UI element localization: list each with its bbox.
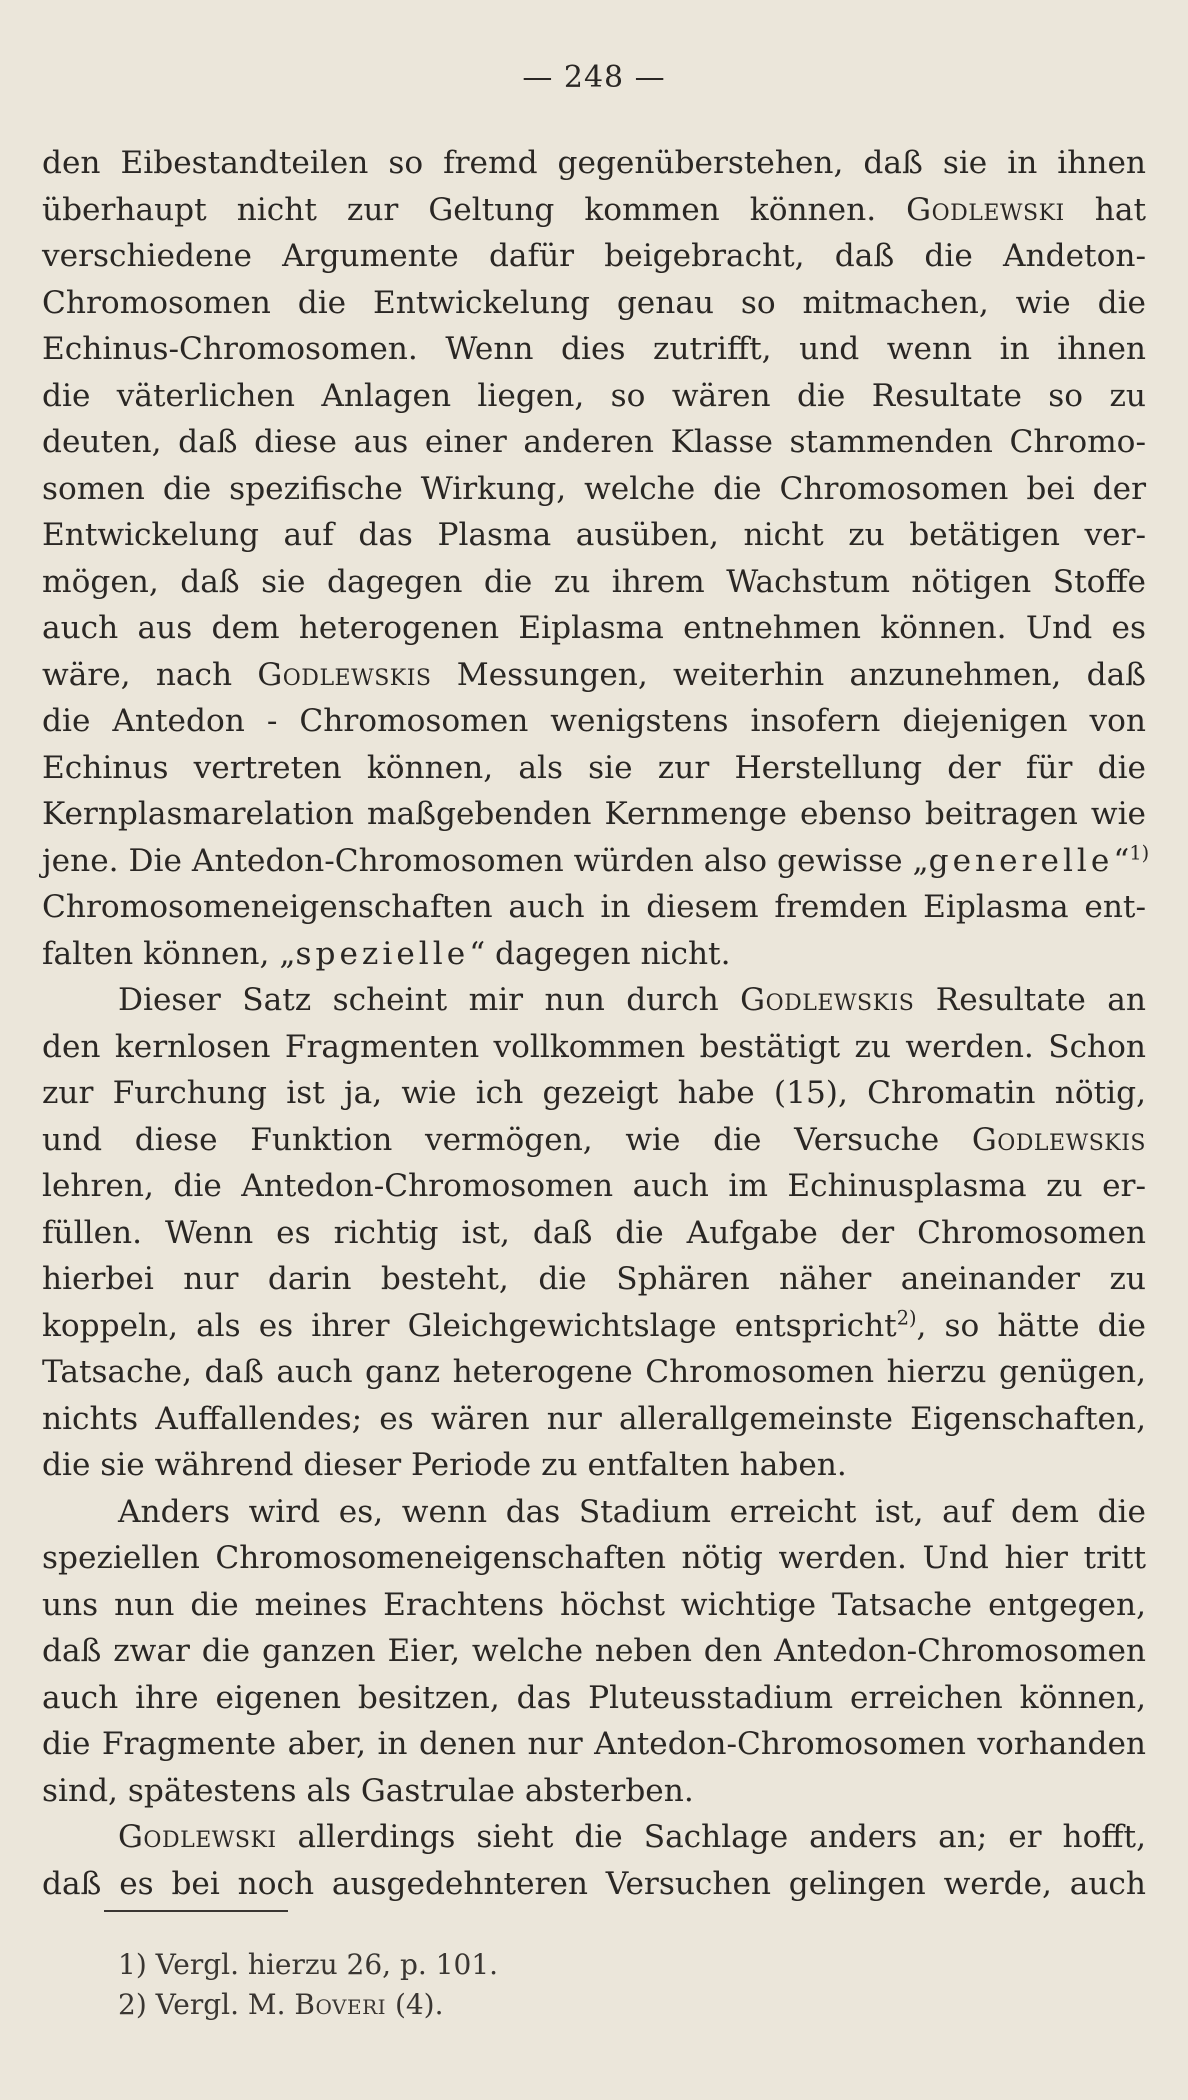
text-line: deuten, daß diese aus einer anderen Klasse stammenden Chromo- bbox=[42, 424, 1146, 460]
author-name: Godlewskis bbox=[971, 1121, 1146, 1158]
body-text bbox=[42, 140, 1150, 1907]
text-line bbox=[42, 652, 1146, 699]
text-run: Dieser Satz scheint mir nun durch bbox=[118, 982, 719, 1018]
text-line: den Eibestandteilen so fremd gegenüberstehen, daß sie in ihnen bbox=[42, 145, 1146, 181]
text-line: Chromosomeneigenschaften auch in diesem fremden Eiplasma ent- bbox=[42, 889, 1146, 925]
text-run: koppeln, als es ihrer Gleichgewichtslage entspricht bbox=[42, 1307, 897, 1344]
text-run: “ bbox=[1113, 842, 1130, 879]
text-line bbox=[42, 931, 1146, 978]
text-run: falten können, „ bbox=[42, 935, 296, 972]
text-line: die väterlichen Anlagen liegen, so wären die Resultate so zu bbox=[42, 377, 1146, 414]
text-line: Echinus vertreten können, als sie zur Herstellung der für die bbox=[42, 749, 1146, 786]
text-line: Chromosomen die Entwickelung genau so mitmachen, wie die bbox=[42, 284, 1146, 321]
text-run: und diese Funktion vermögen, wie die Versuche bbox=[42, 1121, 940, 1158]
text-line: sind, spätestens als Gastrulae absterben. bbox=[42, 1772, 694, 1809]
text-line: Anders wird es, wenn das Stadium erreicht ist, auf dem die bbox=[118, 1493, 1146, 1530]
text-line: die Fragmente aber, in denen nur Antedon-Chromosomen vorhanden bbox=[42, 1726, 1146, 1762]
author-name: Godlewskis bbox=[740, 982, 915, 1018]
text-line: die sie während dieser Periode zu entfalten haben. bbox=[42, 1447, 847, 1483]
text-line: nichts Auffallendes; es wären nur allerallgemeinste Eigenschaften, bbox=[42, 1400, 1146, 1437]
text-run: (4). bbox=[394, 1988, 444, 2021]
author-name: Boveri bbox=[294, 1988, 387, 2021]
text-line: daß zwar die ganzen Eier, welche neben den Antedon-Chromosomen bbox=[42, 1633, 1146, 1669]
text-line: zur Furchung ist ja, wie ich gezeigt habe (15), Chromatin nötig, bbox=[42, 1075, 1146, 1111]
text-run: jene. Die Antedon-Chromosomen würden also gewisse „ bbox=[42, 842, 929, 879]
text-line bbox=[42, 1303, 1146, 1350]
text-line: auch aus dem heterogenen Eiplasma entnehmen können. Und es bbox=[42, 610, 1146, 646]
text-line: füllen. Wenn es richtig ist, daß die Aufgabe der Chromosomen bbox=[42, 1214, 1146, 1251]
author-name: Godlewski bbox=[906, 191, 1065, 228]
spaced-term: spezielle bbox=[295, 935, 470, 972]
text-line: den kernlosen Fragmenten vollkommen bestätigt zu werden. Schon bbox=[42, 1028, 1146, 1065]
text-line: hierbei nur darin besteht, die Sphären näher aneinander zu bbox=[42, 1261, 1146, 1297]
text-line: daß es bei noch ausgedehnteren Versuchen gelingen werde, auch bbox=[42, 1865, 1146, 1902]
text-run: hat bbox=[1094, 191, 1146, 228]
text-line bbox=[42, 1117, 1146, 1164]
footnotes bbox=[118, 1945, 498, 2025]
text-line: Entwickelung auf das Plasma ausüben, nicht zu betätigen ver- bbox=[42, 517, 1146, 553]
text-run: wäre, nach bbox=[42, 656, 233, 693]
footnote bbox=[118, 1985, 498, 2025]
footnote-divider bbox=[104, 1910, 288, 1912]
text-line: die Antedon - Chromosomen wenigstens insofern diejenigen von bbox=[42, 703, 1146, 739]
text-line bbox=[42, 1814, 1146, 1861]
footnote: 1) Vergl. hierzu 26, p. 101. bbox=[118, 1948, 499, 1981]
text-line: mögen, daß sie dagegen die zu ihrem Wachstum nötigen Stoffe bbox=[42, 563, 1146, 600]
text-run: allerdings sieht die Sachlage anders an; er hofft, bbox=[297, 1819, 1146, 1855]
text-line bbox=[42, 977, 1146, 1024]
text-line: auch ihre eigenen besitzen, das Pluteusstadium erreichen können, bbox=[42, 1679, 1146, 1716]
text-run: überhaupt nicht zur Geltung kommen können. bbox=[42, 191, 877, 228]
spaced-term: generelle bbox=[928, 842, 1114, 879]
text-run: 2) Vergl. M. bbox=[118, 1988, 286, 2021]
text-line bbox=[42, 187, 1146, 234]
author-name: Godlewski bbox=[118, 1819, 277, 1855]
text-line: speziellen Chromosomeneigenschaften nötig werden. Und hier tritt bbox=[42, 1540, 1146, 1576]
page-number: — 248 — bbox=[522, 60, 666, 95]
text-line: uns nun die meines Erachtens höchst wichtige Tatsache entgegen, bbox=[42, 1586, 1146, 1623]
author-name: Godlewskis bbox=[257, 656, 432, 693]
text-line: Kernplasmarelation maßgebenden Kernmenge ebenso beitragen wie bbox=[42, 796, 1146, 832]
footnote-ref: 2) bbox=[896, 1306, 917, 1330]
text-run: , so hätte die bbox=[916, 1307, 1146, 1344]
text-line: verschiedene Argumente dafür beigebracht, daß die Andeton- bbox=[42, 238, 1146, 274]
text-run: “ dagegen nicht. bbox=[469, 935, 731, 972]
text-line: somen die spezifische Wirkung, welche die Chromosomen bei der bbox=[42, 470, 1146, 507]
text-line: Echinus-Chromosomen. Wenn dies zutrifft, und wenn in ihnen bbox=[42, 331, 1146, 367]
text-run: Resultate an bbox=[935, 982, 1146, 1018]
text-line bbox=[42, 838, 1150, 885]
footnote-ref: 1) bbox=[1129, 841, 1150, 865]
text-line: lehren, die Antedon-Chromosomen auch im Echinusplasma zu er- bbox=[42, 1168, 1146, 1204]
text-run: Messungen, weiterhin anzunehmen, daß bbox=[456, 656, 1147, 693]
text-line: Tatsache, daß auch ganz heterogene Chromosomen hierzu genügen, bbox=[42, 1354, 1146, 1390]
